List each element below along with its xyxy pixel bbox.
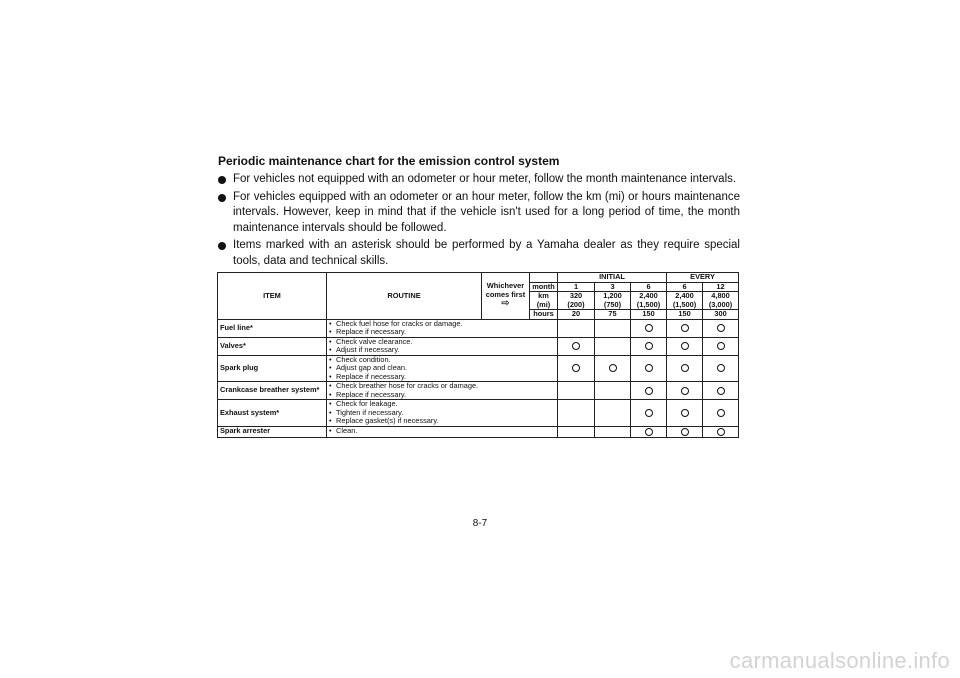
instruction-text: Items marked with an asterisk should be performed by a Yamaha dealer as they require special tools, data and technical skills.: [233, 239, 740, 267]
interval-hours: 75: [595, 310, 631, 320]
interval-cell: [595, 355, 631, 382]
page-number: 8-7: [472, 518, 488, 529]
interval-cell: [667, 382, 703, 400]
instruction-list: [218, 172, 740, 269]
bullet-icon: [218, 194, 226, 202]
routine-cell: [327, 355, 558, 382]
interval-cell: [558, 400, 595, 427]
interval-month: 6: [631, 282, 667, 292]
interval-cell: [558, 337, 595, 355]
table-row: [218, 355, 739, 382]
routine-step: • Adjust if necessary.: [329, 346, 555, 355]
interval-cell: [595, 319, 631, 337]
whichever-label: Whichever: [486, 281, 525, 291]
instruction-text: For vehicles equipped with an odometer or an hour meter, follow the km (mi) or hours maintenance intervals. However, keep in mind that if the vehicle isn't used for a long period of time, the month maintenance intervals should be followed.: [233, 190, 740, 234]
interval-cell: [558, 355, 595, 382]
unit-km: [530, 292, 558, 310]
header-spacer: [530, 273, 558, 283]
header-item: ITEM: [218, 273, 327, 320]
routine-step: • Replace if necessary.: [329, 391, 555, 400]
unit-mi-label: (mi): [536, 299, 551, 309]
maintenance-intro: [218, 154, 740, 271]
interval-distance: [631, 292, 667, 310]
routine-step: • Replace if necessary.: [329, 328, 555, 337]
routine-cell: [327, 319, 558, 337]
interval-km: 320: [569, 291, 583, 300]
arrow-right-icon: ⇨: [501, 298, 510, 310]
interval-month: 3: [595, 282, 631, 292]
check-circle-icon: [572, 342, 580, 350]
interval-cell: [703, 426, 739, 437]
unit-month: month: [530, 282, 558, 292]
routine-step: • Check for leakage.: [329, 400, 555, 409]
check-circle-icon: [717, 387, 725, 395]
check-circle-icon: [645, 342, 653, 350]
interval-mi: (750): [603, 299, 622, 309]
check-circle-icon: [609, 364, 617, 372]
routine-step: • Check valve clearance.: [329, 338, 555, 347]
unit-km-label: km: [538, 291, 549, 300]
interval-cell: [703, 319, 739, 337]
interval-km: 4,800: [711, 291, 730, 300]
interval-cell: [631, 355, 667, 382]
item-name: Exhaust system*: [218, 400, 327, 427]
section-heading: Periodic maintenance chart for the emission control system: [218, 154, 560, 168]
interval-mi: (200): [567, 299, 585, 309]
check-circle-icon: [681, 342, 689, 350]
interval-cell: [595, 400, 631, 427]
interval-cell: [667, 400, 703, 427]
table-row: [218, 426, 739, 437]
check-circle-icon: [645, 387, 653, 395]
header-every: EVERY: [667, 273, 739, 283]
bullet-icon: [218, 242, 226, 250]
header-routine: ROUTINE: [327, 273, 482, 320]
interval-hours: 20: [558, 310, 595, 320]
interval-cell: [703, 337, 739, 355]
interval-km: 2,400: [639, 291, 658, 300]
interval-cell: [631, 400, 667, 427]
check-circle-icon: [645, 428, 653, 436]
instruction-item: [218, 172, 740, 188]
interval-km: 1,200: [603, 291, 622, 300]
check-circle-icon: [681, 428, 689, 436]
table-row: [218, 319, 739, 337]
routine-cell: [327, 382, 558, 400]
interval-mi: (1,500): [672, 299, 697, 309]
maintenance-chart: [217, 272, 739, 438]
check-circle-icon: [645, 324, 653, 332]
check-circle-icon: [717, 428, 725, 436]
interval-hours: 300: [703, 310, 739, 320]
interval-cell: [631, 337, 667, 355]
check-circle-icon: [717, 324, 725, 332]
routine-step: • Check breather hose for cracks or damage.: [329, 382, 555, 391]
routine-cell: [327, 426, 558, 437]
interval-cell: [595, 382, 631, 400]
table-row: [218, 382, 739, 400]
interval-hours: 150: [667, 310, 703, 320]
interval-cell: [667, 319, 703, 337]
check-circle-icon: [681, 364, 689, 372]
interval-mi: (1,500): [636, 299, 661, 309]
header-whichever: [482, 273, 530, 320]
item-name: Fuel line*: [218, 319, 327, 337]
interval-cell: [631, 319, 667, 337]
unit-hours: hours: [530, 310, 558, 320]
check-circle-icon: [572, 364, 580, 372]
instruction-item: [218, 238, 740, 269]
interval-distance: [558, 292, 595, 310]
interval-distance: [703, 292, 739, 310]
routine-step: • Check fuel hose for cracks or damage.: [329, 320, 555, 329]
interval-hours: 150: [631, 310, 667, 320]
header-initial: INITIAL: [558, 273, 667, 283]
check-circle-icon: [645, 364, 653, 372]
table-row: [218, 337, 739, 355]
interval-month: 1: [558, 282, 595, 292]
item-name: Spark arrester: [218, 426, 327, 437]
routine-cell: [327, 337, 558, 355]
interval-cell: [558, 319, 595, 337]
check-circle-icon: [681, 387, 689, 395]
item-name: Crankcase breather system*: [218, 382, 327, 400]
item-name: Spark plug: [218, 355, 327, 382]
check-circle-icon: [681, 409, 689, 417]
interval-cell: [703, 355, 739, 382]
check-circle-icon: [681, 324, 689, 332]
interval-mi: (3,000): [708, 299, 733, 309]
check-circle-icon: [717, 409, 725, 417]
interval-cell: [667, 337, 703, 355]
interval-month: 6: [667, 282, 703, 292]
bullet-icon: [218, 176, 226, 184]
routine-step: • Check condition.: [329, 356, 555, 365]
interval-distance: [667, 292, 703, 310]
interval-cell: [667, 426, 703, 437]
interval-cell: [631, 382, 667, 400]
item-name: Valves*: [218, 337, 327, 355]
interval-cell: [667, 355, 703, 382]
interval-distance: [595, 292, 631, 310]
check-circle-icon: [645, 409, 653, 417]
instruction-text: For vehicles not equipped with an odometer or hour meter, follow the month maintenance intervals.: [233, 173, 737, 185]
check-circle-icon: [717, 342, 725, 350]
routine-cell: [327, 400, 558, 427]
check-circle-icon: [717, 364, 725, 372]
interval-cell: [595, 426, 631, 437]
interval-cell: [703, 382, 739, 400]
routine-step: • Replace gasket(s) if necessary.: [329, 417, 555, 426]
routine-step: • Clean.: [329, 427, 555, 436]
interval-cell: [631, 426, 667, 437]
routine-step: • Tighten if necessary.: [329, 409, 555, 418]
interval-cell: [558, 382, 595, 400]
comes-first-label: comes first: [485, 289, 526, 299]
interval-cell: [558, 426, 595, 437]
routine-step: • Replace if necessary.: [329, 373, 555, 382]
interval-month: 12: [703, 282, 739, 292]
interval-km: 2,400: [675, 291, 694, 300]
instruction-item: [218, 190, 740, 237]
watermark: carmanualsonline.info: [729, 648, 950, 673]
table-row: [218, 400, 739, 427]
routine-step: • Adjust gap and clean.: [329, 364, 555, 373]
interval-cell: [595, 337, 631, 355]
interval-cell: [703, 400, 739, 427]
